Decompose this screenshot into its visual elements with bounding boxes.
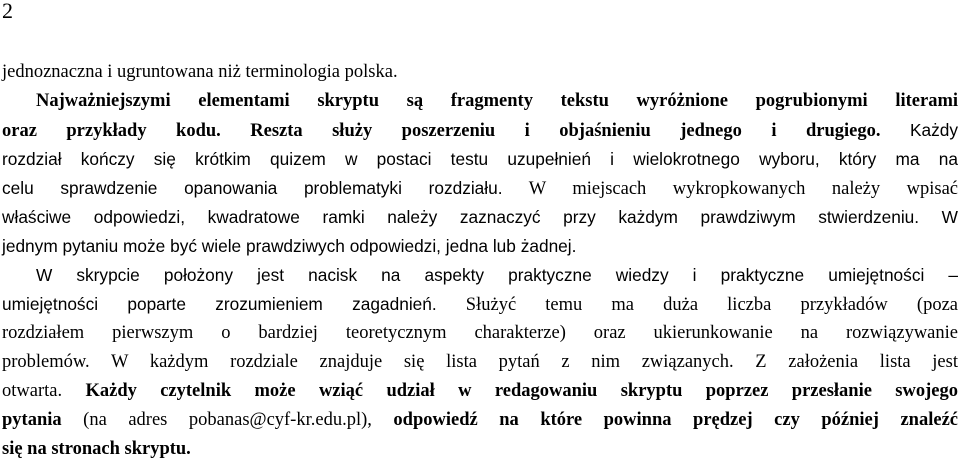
email-link[interactable]: pobanas@cyf-kr.edu.pl xyxy=(188,410,362,430)
text-run: Każdy czytelnik może wziąć udział w redagowaniu skryptu poprzez przesłanie swojego xyxy=(85,381,958,401)
text-run: jednym pytaniu może być wiele prawdziwych odpowiedzi, jedna lub żadnej. xyxy=(2,236,577,256)
text-run: rozdziałem pierwszym o bardziej teoretycznym charakterze) oraz ukierunkowanie na rozwiązywanie xyxy=(2,323,958,343)
text-run: Najważniejszymi elementami skryptu są fragmenty tekstu wyróżnione pogrubionymi literami xyxy=(36,91,958,111)
text-run: oraz przykłady kodu. Reszta służy poszerzeniu i objaśnieniu jednego i drugiego. xyxy=(2,121,910,141)
text-run: W skrypcie położony jest nacisk na aspekty praktyczne wiedzy i praktyczne umiejętności – xyxy=(36,265,958,285)
text-line xyxy=(2,174,958,203)
text-line xyxy=(2,116,958,145)
text-line xyxy=(2,261,958,290)
text-line xyxy=(2,377,958,406)
text-line xyxy=(2,203,958,232)
text-run: celu sprawdzenie opanowania problematyki rozdziału. xyxy=(2,178,503,198)
text-line xyxy=(2,435,958,464)
text-run: otwarta. xyxy=(2,381,86,401)
text-run: rozdział kończy się krótkim quizem w postaci testu uzupełnień i wielokrotnego wyboru, który ma na xyxy=(2,149,958,169)
text-run: ), xyxy=(361,410,394,430)
text-run: odpowiedź na które powinna prędzej czy później znaleźć xyxy=(393,410,958,430)
text-run: jednoznaczna i ugruntowana niż terminologia polska. xyxy=(2,62,398,82)
text-run: Każdy xyxy=(909,120,958,140)
text-line xyxy=(2,290,958,319)
text-run: W miejscach wykropkowanych należy wpisać xyxy=(502,179,959,199)
text-run: właściwe odpowiedzi, kwadratowe ramki należy zaznaczyć przy każdym prawdziwym stwierdzeniu. W xyxy=(2,207,958,227)
text-line xyxy=(2,58,958,87)
text-line xyxy=(2,348,958,377)
text-run: się na stronach skryptu. xyxy=(2,439,191,459)
page-number: 2 xyxy=(2,0,13,23)
text-line xyxy=(2,232,958,261)
text-run: pytania xyxy=(2,410,62,430)
text-run: (na adres xyxy=(61,410,189,430)
text-line xyxy=(2,406,958,435)
text-line xyxy=(2,319,958,348)
text-run: problemów. W każdym rozdziale znajduje się lista pytań z nim związanych. Z założenia lista jest xyxy=(2,352,958,372)
text-run: umiejętności poparte zrozumieniem zagadnień. xyxy=(2,294,437,314)
text-line xyxy=(2,145,958,174)
body-text xyxy=(2,58,958,464)
text-run: Służyć temu ma duża liczba przykładów (poza xyxy=(436,295,958,315)
text-line xyxy=(2,87,958,116)
